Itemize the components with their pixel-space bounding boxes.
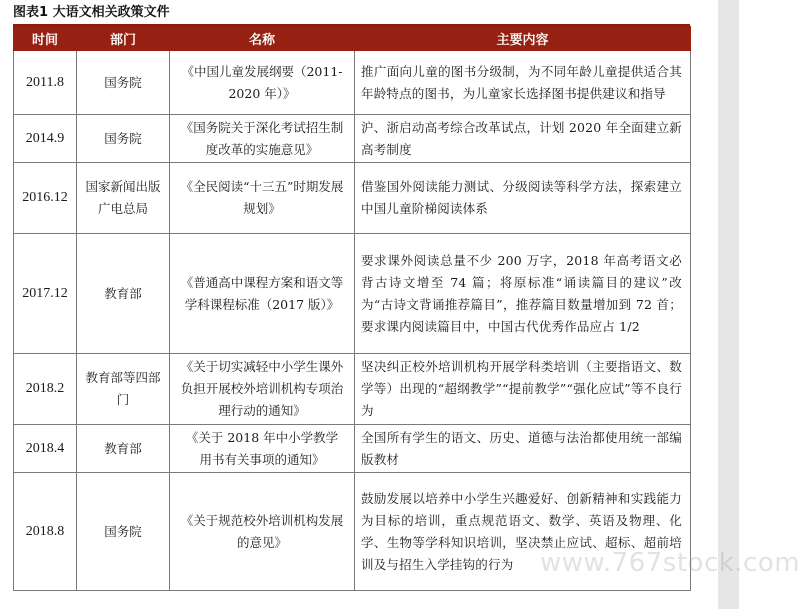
cell-dept: 教育部 [77,425,170,473]
cell-date: 2018.4 [14,425,77,473]
cell-content: 鼓励发展以培养中小学生兴趣爱好、创新精神和实践能力为目标的培训，重点规范语文、数学、英语及物理、化学、生物等学科知识培训，坚决禁止应试、超标、超前培训及与招生入学挂钩的行为 [355,473,691,591]
cell-content: 全国所有学生的语文、历史、道德与法治都使用统一部编版教材 [355,425,691,473]
policy-table [13,26,691,591]
cell-name: 《中国儿童发展纲要（2011-2020 年）》 [170,51,355,115]
cell-name: 《关于规范校外培训机构发展的意见》 [170,473,355,591]
cell-dept: 国务院 [77,115,170,163]
cell-date: 2016.12 [14,163,77,234]
cell-dept: 国家新闻出版广电总局 [77,163,170,234]
table-header-row [14,27,691,51]
table-row [14,425,691,473]
cell-name: 《全民阅读“十三五”时期发展规划》 [170,163,355,234]
table-row [14,234,691,354]
cell-content: 要求课外阅读总量不少 200 万字，2018 年高考语文必背古诗文增至 74 篇；将原标准“诵读篇目的建议”改为“古诗文背诵推荐篇目”，推荐篇目数量增加到 72 首；要求课内阅读篇目中，中国古代优秀作品应占 1/2 [355,234,691,354]
table-caption: 图表1 大语文相关政策文件 [13,2,690,26]
cell-date: 2014.9 [14,115,77,163]
cell-date: 2018.8 [14,473,77,591]
table-row [14,163,691,234]
header-date: 时间 [14,27,77,51]
table-row [14,354,691,425]
cell-name: 《普通高中课程方案和语文等学科课程标准（2017 版）》 [170,234,355,354]
cell-dept: 国务院 [77,51,170,115]
table-row [14,51,691,115]
header-content: 主要内容 [355,27,691,51]
cell-name: 《关于 2018 年中小学教学用书有关事项的通知》 [170,425,355,473]
cell-content: 沪、浙启动高考综合改革试点，计划 2020 年全面建立新高考制度 [355,115,691,163]
watermark-text: www.767stock.com [540,548,800,578]
header-dept: 部门 [77,27,170,51]
cell-dept: 国务院 [77,473,170,591]
page-gutter [718,0,739,609]
cell-content: 推广面向儿童的图书分级制，为不同年龄儿童提供适合其年龄特点的图书，为儿童家长选择图书提供建议和指导 [355,51,691,115]
cell-date: 2018.2 [14,354,77,425]
cell-date: 2011.8 [14,51,77,115]
cell-date: 2017.12 [14,234,77,354]
table-row [14,115,691,163]
header-name: 名称 [170,27,355,51]
cell-dept: 教育部 [77,234,170,354]
table-row [14,473,691,591]
cell-dept: 教育部等四部门 [77,354,170,425]
cell-name: 《国务院关于深化考试招生制度改革的实施意见》 [170,115,355,163]
cell-name: 《关于切实减轻中小学生课外负担开展校外培训机构专项治理行动的通知》 [170,354,355,425]
cell-content: 借鉴国外阅读能力测试、分级阅读等科学方法，探索建立中国儿童阶梯阅读体系 [355,163,691,234]
cell-content: 坚决纠正校外培训机构开展学科类培训（主要指语文、数学等）出现的“超纲教学”“提前教学”“强化应试”等不良行为 [355,354,691,425]
policy-document [13,2,690,591]
